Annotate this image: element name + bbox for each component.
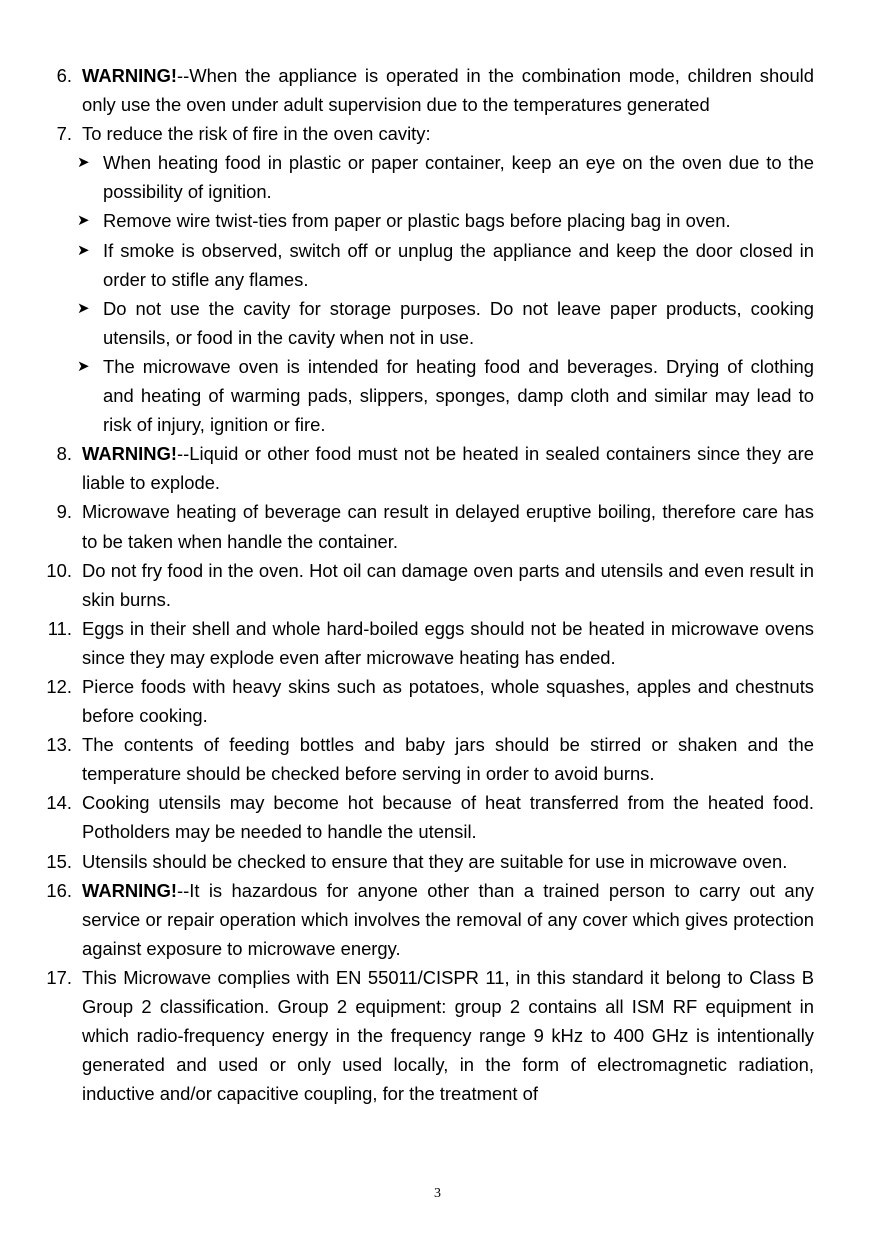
sub-item-text: When heating food in plastic or paper container, keep an eye on the oven due to the possibility of ignition.	[103, 152, 814, 203]
sub-item	[77, 148, 814, 206]
item-text: Do not fry food in the oven. Hot oil can damage oven parts and utensils and even result in skin burns.	[82, 559, 814, 610]
item-text: Pierce foods with heavy skins such as potatoes, whole squashes, apples and chestnuts before cooking.	[82, 675, 814, 727]
list-item-9	[0, 497, 814, 555]
item-text: --Liquid or other food must not be heated in sealed containers since they are liable to explode.	[82, 443, 814, 494]
item-number: 8.	[56, 443, 72, 465]
item-number: 6.	[56, 65, 72, 86]
arrowhead-bullet-icon: ➤	[77, 357, 90, 375]
list-item-15	[0, 847, 814, 876]
sub-item	[77, 206, 814, 235]
arrowhead-bullet-icon: ➤	[77, 154, 90, 172]
item-text: Cooking utensils may become hot because of heat transferred from the heated food. Potholders may be needed to handle the utensil.	[82, 792, 814, 843]
item-number: 7.	[56, 123, 72, 145]
item-text: --When the appliance is operated in the combination mode, children should only use the oven under adult supervision due to the temperatures generated	[82, 65, 814, 116]
item-text: Eggs in their shell and whole hard-boiled eggs should not be heated in microwave ovens since they may explode even after microwave heating has ended.	[82, 617, 814, 668]
arrowhead-bullet-icon: ➤	[77, 241, 90, 259]
sub-item-text: Do not use the cavity for storage purposes. Do not leave paper products, cooking utensils, or food in the cavity when not in use.	[103, 297, 814, 348]
item-number: 16.	[46, 879, 72, 901]
page-number: 3	[434, 1186, 441, 1201]
item-number: 14.	[46, 792, 72, 814]
arrowhead-bullet-icon: ➤	[77, 299, 90, 317]
warning-label: WARNING!	[82, 65, 178, 86]
item-number: 13.	[46, 734, 72, 756]
list-item-8	[0, 439, 814, 497]
list-item-11	[0, 614, 814, 672]
item-text: To reduce the risk of fire in the oven cavity:	[82, 123, 431, 145]
item-text: --It is hazardous for anyone other than a trained person to carry out any service or repair operation which involves the removal of any cover which gives protection against exposure to microwave energy.	[82, 879, 814, 959]
sub-item	[77, 352, 814, 439]
item-number: 11.	[47, 617, 72, 639]
list-item-7	[0, 119, 814, 439]
item-text: Microwave heating of beverage can result in delayed eruptive boiling, therefore care has to be taken when handle the container.	[82, 501, 814, 552]
item-text: The contents of feeding bottles and baby jars should be stirred or shaken and the temperature should be checked before serving in order to avoid burns.	[82, 734, 814, 785]
item-text: Utensils should be checked to ensure that they are suitable for use in microwave oven.	[82, 850, 788, 872]
sub-item	[77, 236, 814, 294]
sub-item	[77, 294, 814, 352]
sub-item-text: The microwave oven is intended for heating food and beverages. Drying of clothing and heating of warming pads, slippers, sponges, damp cloth and similar may lead to risk of injury, ignition or fire.	[103, 355, 814, 436]
list-item-13	[0, 730, 814, 788]
item-number: 17.	[46, 966, 72, 988]
item-text: This Microwave complies with EN 55011/CISPR 11, in this standard it belong to Class B Group 2 classification. Group 2 equipment: group 2 contains all ISM RF equipment in which radio-frequency energy in the frequency range 9 kHz to 400 GHz is intentionally generated and used or only used locally, in the form of electromagnetic radiation, inductive and/or capacitive coupling, for the treatment of	[82, 966, 814, 1105]
item-number: 15.	[46, 850, 72, 872]
list-item-6	[0, 61, 814, 119]
warning-label: WARNING!	[82, 443, 178, 465]
sub-item-text: Remove wire twist-ties from paper or plastic bags before placing bag in oven.	[103, 210, 731, 232]
list-item-17	[0, 963, 814, 1108]
warning-label: WARNING!	[82, 879, 178, 901]
item-number: 12.	[46, 675, 72, 697]
sub-item-text: If smoke is observed, switch off or unplug the appliance and keep the door closed in order to stifle any flames.	[103, 239, 814, 290]
arrowhead-bullet-icon: ➤	[77, 212, 90, 230]
list-item-10	[0, 556, 814, 614]
safety-instructions-list	[0, 61, 875, 1108]
item-number: 10.	[46, 559, 72, 581]
list-item-16	[0, 876, 814, 963]
item-number: 9.	[56, 501, 72, 523]
list-item-12	[0, 672, 814, 730]
list-item-14	[0, 788, 814, 846]
